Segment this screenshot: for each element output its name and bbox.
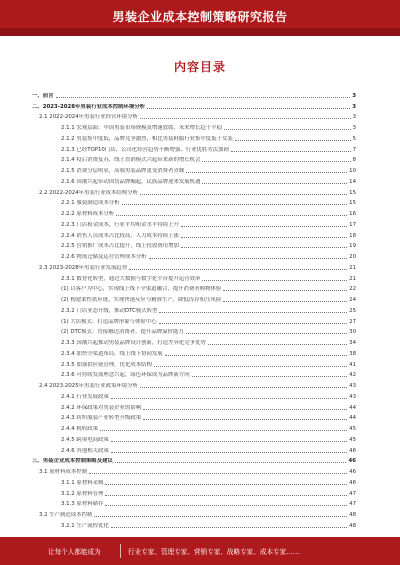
toc-entry[interactable] <box>32 175 356 186</box>
toc-entry-label: 2.4.1 行业发展政策 <box>61 393 109 400</box>
toc-entry-label: 2.4.4 税收政策 <box>61 426 98 432</box>
toc-entry[interactable] <box>32 326 356 337</box>
toc-entry-label: 2.2 2022-2024年男装行业成本结构分析 <box>39 189 138 196</box>
toc-entry-label: 2.3 2023-2028年男装行业发展趋势 <box>39 264 128 271</box>
toc-dot-leader <box>143 419 347 420</box>
toc-dot-leader <box>111 441 347 442</box>
toc-entry[interactable] <box>32 422 356 433</box>
toc-dot-leader <box>181 226 347 227</box>
toc-entry-page: 21 <box>349 275 356 282</box>
report-header <box>0 0 400 36</box>
toc-entry-page: 41 <box>349 361 356 368</box>
toc-entry-page: 48 <box>349 512 356 518</box>
toc-dot-leader <box>223 290 347 291</box>
toc-dot-leader <box>235 140 351 141</box>
toc-dot-leader <box>105 495 347 496</box>
toc-dot-leader <box>111 527 347 528</box>
toc-entry[interactable] <box>32 121 356 132</box>
toc-entry-label: (1) 以客户为中心，实现线上线下全渠道融合，提升消费者购物体验 <box>61 286 222 293</box>
toc-entry[interactable] <box>32 164 356 175</box>
toc-dot-leader <box>231 151 351 152</box>
toc-entry-page: 47 <box>349 501 356 508</box>
toc-entry-page: 21 <box>349 264 356 271</box>
toc-entry-label: 2.1.3 已经TOP10门店、公司化经营趋势不断增强、行业优胜劣汰加剧 <box>61 146 229 153</box>
toc-entry-label: 2.1.1 宏观层面：中国男装市场规模及增速放缓，未来增长趋于平稳 <box>61 125 222 131</box>
toc-entry-page: 45 <box>349 436 356 443</box>
toc-entry-label: 2.1.5 消费分层明显，高端男装品牌更受消费者青睐 <box>61 168 185 174</box>
toc-entry-page: 44 <box>349 415 356 422</box>
toc-dot-leader <box>111 398 347 399</box>
toc-entry-label: 3.1.2 原材料管理 <box>61 490 104 497</box>
toc-entry[interactable] <box>32 476 356 487</box>
toc-entry-page: 15 <box>349 200 356 207</box>
toc-entry-label: 2.2.1 服装制造成本分析 <box>61 200 120 207</box>
toc-entry[interactable] <box>32 229 356 240</box>
toc-entry-page: 5 <box>352 135 356 142</box>
toc-entry-page: 46 <box>349 447 356 454</box>
toc-entry-label: 2.4.6 其他相关政策 <box>61 447 109 454</box>
toc-entry[interactable] <box>32 283 356 294</box>
report-footer <box>0 537 400 565</box>
toc-dot-leader <box>159 323 348 324</box>
toc-entry-page: 3 <box>352 114 356 121</box>
toc-entry-page: 34 <box>349 340 356 346</box>
header-band <box>0 28 400 36</box>
toc-entry-label: 2.2.3 门店租金成本，行业平均租金水平持续上升 <box>61 221 179 228</box>
toc-dot-leader <box>111 452 347 453</box>
toc-dot-leader <box>192 376 348 377</box>
toc-dot-leader <box>129 269 347 270</box>
toc-entry-label: 2.3.3 国潮兴起推动男装品牌设计创新，打造差异化竞争优势 <box>61 340 206 346</box>
toc-entry[interactable] <box>32 347 356 358</box>
footer-divider <box>120 544 121 558</box>
toc-dot-leader <box>147 108 350 109</box>
toc-entry-label: (2) DTC模式：直接触达消费者，提升品牌溢价能力 <box>61 329 184 336</box>
toc-entry[interactable] <box>32 379 356 390</box>
toc-entry-label: 3.1 原材料成本控制 <box>39 469 88 475</box>
toc-entry-page: 43 <box>349 393 356 400</box>
toc-dot-leader <box>159 312 347 313</box>
toc-entry[interactable] <box>32 315 356 326</box>
toc-entry[interactable] <box>32 143 356 154</box>
toc-entry[interactable] <box>32 369 356 380</box>
toc-entry-label: (2) 构建柔性供应链，实现快速反应与精准生产，降低库存积压风险 <box>61 297 222 303</box>
toc-entry-page: 46 <box>348 458 356 465</box>
toc-entry-label: 2.4.2 环保政策对男装企业的影响 <box>61 404 142 411</box>
toc-dot-leader <box>223 301 347 302</box>
toc-entry[interactable] <box>32 336 356 347</box>
toc-entry-label: 2.3.5 加强供应链管理，优化成本结构 <box>61 361 152 368</box>
toc-entry-label: 2.2.6 物流仓储及运营管理成本分析 <box>61 254 147 260</box>
toc-entry-page: 3 <box>352 92 356 99</box>
toc-entry-page: 48 <box>349 522 356 529</box>
toc-dot-leader <box>154 366 347 367</box>
toc-entry[interactable] <box>32 154 356 165</box>
toc-entry[interactable] <box>32 293 356 304</box>
toc-entry-page: 3 <box>352 125 356 131</box>
toc-entry[interactable] <box>32 100 356 111</box>
toc-entry[interactable] <box>32 465 356 476</box>
toc-dot-leader <box>140 387 347 388</box>
toc-entry-label: 2.1 2022-2024年男装行业经营环境分析 <box>39 114 138 121</box>
toc-dot-leader <box>105 505 347 506</box>
toc-entry-label: (1) 大店模式：打造品牌形象与体验中心 <box>61 318 157 325</box>
toc-entry-page: 45 <box>349 426 356 432</box>
toc-entry-label: 2.1.4 疫后消费复苏，线上直销模式兴起带来新的增长机会 <box>61 157 201 164</box>
toc-entry[interactable] <box>32 240 356 251</box>
toc-entry[interactable] <box>32 207 356 218</box>
toc-dot-leader <box>100 430 347 431</box>
toc-entry[interactable] <box>32 218 356 229</box>
toc-dot-leader <box>116 215 347 216</box>
toc-dot-leader <box>89 473 347 474</box>
toc-dot-leader <box>122 204 348 205</box>
toc-entry-page: 30 <box>349 329 356 336</box>
toc-dot-leader <box>208 344 347 345</box>
toc-entry-page: 47 <box>349 490 356 497</box>
footer-roles: 行业专家、管理专家、营销专家、战略专家、成本专家…… <box>128 548 300 556</box>
toc-dot-leader <box>105 484 347 485</box>
toc-entry-page: 18 <box>349 232 356 239</box>
toc-entry-page: 16 <box>349 211 356 217</box>
toc-entry-page: 20 <box>349 254 356 260</box>
toc-entry-page: 15 <box>349 189 356 196</box>
toc-entry-page: 43 <box>349 383 356 389</box>
toc-entry[interactable] <box>32 197 356 208</box>
toc-dot-leader <box>94 516 347 517</box>
toc-entry[interactable] <box>32 358 356 369</box>
toc-entry-page: 7 <box>352 146 356 153</box>
toc-dot-leader <box>202 183 347 184</box>
toc-entry-page: 24 <box>349 297 356 303</box>
toc-entry-label: 2.3.4 加快全渠道布局，线上线下协同发展 <box>61 350 163 357</box>
toc-entry-page: 46 <box>349 469 356 475</box>
toc-entry-page: 8 <box>352 157 356 164</box>
toc-dot-leader <box>56 97 351 98</box>
toc-dot-leader <box>202 280 347 281</box>
toc-entry-page: 44 <box>349 404 356 411</box>
toc-dot-leader <box>181 237 347 238</box>
toc-dot-leader <box>224 129 351 130</box>
toc-dot-leader <box>140 194 347 195</box>
toc-heading: 内容目录 <box>173 60 226 74</box>
toc-entry-label: 二、2023-2028年男装行业成本控制环境分析 <box>32 103 146 110</box>
toc-entry[interactable] <box>32 519 356 530</box>
toc-entry[interactable] <box>32 272 356 283</box>
toc-entry-page: 10 <box>349 168 356 174</box>
toc-dot-leader <box>115 462 347 463</box>
report-title: 男装企业成本控制策略研究报告 <box>112 10 288 24</box>
toc-entry-page: 38 <box>349 350 356 357</box>
toc-entry-label: 2.2.4 销售人员成本占比较高，人力成本持续上涨 <box>61 232 179 239</box>
toc-dot-leader <box>165 355 347 356</box>
toc-entry-label: 3.1.3 原材料储存 <box>61 501 104 508</box>
toc-entry-label: 2.4.3 纺织服装产业转型升级政策 <box>61 415 142 422</box>
toc-dot-leader <box>202 161 350 162</box>
toc-entry-page: 22 <box>349 286 356 293</box>
toc-entry[interactable] <box>32 186 356 197</box>
toc-entry-page: 27 <box>349 318 356 325</box>
toc-entry[interactable] <box>32 261 356 272</box>
toc-entry-label: 2.1.6 国潮兴起带动国货品牌崛起，民族品牌迎来发展机遇 <box>61 178 201 185</box>
toc-entry-label: 一、前言 <box>32 92 54 99</box>
toc-dot-leader <box>181 247 347 248</box>
toc-entry[interactable] <box>32 89 356 100</box>
toc-entry-page: 3 <box>352 103 356 110</box>
toc-dot-leader <box>149 258 348 259</box>
table-of-contents <box>32 89 356 530</box>
toc-entry[interactable] <box>32 455 356 466</box>
toc-entry[interactable] <box>32 304 356 315</box>
toc-entry[interactable] <box>32 250 356 261</box>
toc-entry-label: 3.2 生产制造成本控制 <box>39 512 93 518</box>
toc-entry-page: 17 <box>349 221 356 228</box>
toc-entry[interactable] <box>32 401 356 412</box>
toc-entry[interactable] <box>32 412 356 423</box>
toc-entry[interactable] <box>32 498 356 509</box>
toc-entry-label: 2.3.1 数智化转型，通过大数据与数字化平台提升运营效率 <box>61 275 201 282</box>
toc-entry[interactable] <box>32 111 356 122</box>
toc-entry[interactable] <box>32 132 356 143</box>
toc-entry-label: 三、男装企业成本控制策略及建议 <box>32 458 113 465</box>
toc-entry-label: 2.2.2 原材料成本分析 <box>61 211 115 217</box>
toc-entry-page: 42 <box>349 372 356 379</box>
toc-entry-label: 2.4.5 跨境电商政策 <box>61 436 109 443</box>
toc-dot-leader <box>143 409 347 410</box>
toc-entry-label: 2.4 2023-2025年男装行业政策环境分析 <box>39 383 138 389</box>
toc-entry-page: 14 <box>349 178 356 185</box>
toc-entry-page: 25 <box>349 307 356 314</box>
toc-entry[interactable] <box>32 444 356 455</box>
toc-entry[interactable] <box>32 487 356 498</box>
toc-entry-page: 19 <box>349 243 356 250</box>
toc-entry-label: 2.3.2 门店业态升级，推动DTC模式转型 <box>61 307 158 314</box>
footer-slogan: 让每个人都能成为 <box>48 548 101 556</box>
toc-entry[interactable] <box>32 390 356 401</box>
toc-dot-leader <box>186 333 347 334</box>
toc-entry[interactable] <box>32 433 356 444</box>
toc-entry-label: 3.2.1 生产流程优化 <box>61 522 109 529</box>
toc-dot-leader <box>140 118 351 119</box>
toc-entry[interactable] <box>32 508 356 519</box>
toc-entry-page: 46 <box>349 479 356 486</box>
toc-entry-label: 2.2.5 营销推广成本占比提升，线上投放费用增加 <box>61 243 179 250</box>
toc-dot-leader <box>186 172 347 173</box>
toc-entry-label: 2.3.6 可持续发展理念兴起，绿色环保成为品牌新方向 <box>61 372 190 379</box>
toc-entry-label: 2.1.2 男装集中度低，品牌竞争激烈，相比男装鞋服行业集中度低于女装 <box>61 135 233 142</box>
toc-entry-label: 3.1.1 原材料采购 <box>61 479 104 486</box>
